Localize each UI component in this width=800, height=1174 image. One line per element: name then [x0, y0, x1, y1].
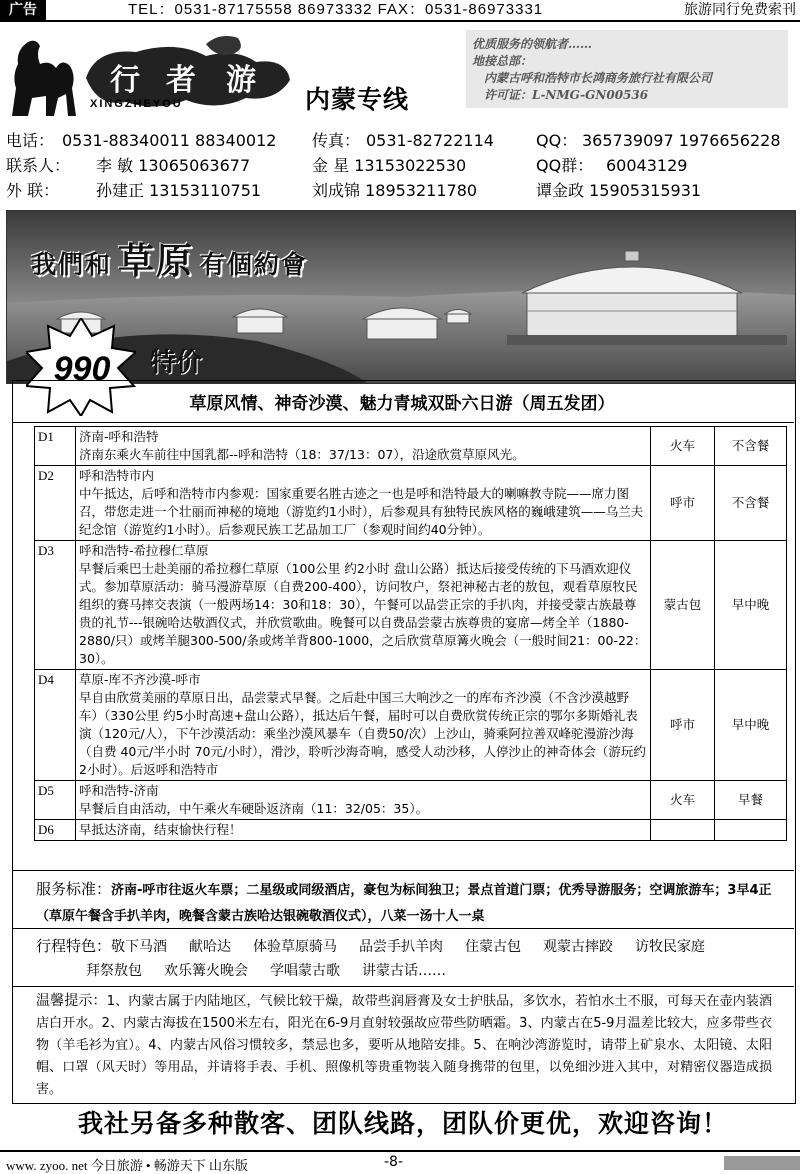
feature-item: 欢乐篝火晚会 — [164, 963, 248, 979]
features-label: 行程特色： — [36, 937, 112, 955]
day-route: 呼和浩特-济南 — [79, 783, 159, 798]
itinerary-table — [34, 426, 787, 841]
day-number: D3 — [35, 541, 76, 670]
phone-label: 电话： — [6, 131, 55, 150]
fax-label: 传真： — [312, 131, 361, 150]
agency-info-box — [466, 30, 788, 108]
day-meals: 不含餐 — [715, 427, 787, 466]
footer-bar — [724, 1156, 800, 1170]
feature-item: 学唱蒙古歌 — [270, 963, 340, 979]
feature-item: 体验草原骑马 — [253, 939, 338, 955]
feature-item: 住蒙古包 — [465, 939, 522, 955]
feature-item: 观蒙古摔跤 — [543, 939, 614, 955]
day-detail: 中午抵达，后呼和浩特市内参观：国家重要名胜古迹之一也是呼和浩特最大的喇嘛教寺院——席力图召，带您走进一个壮丽而神秘的境地（游览约1小时），后参观具有独特民族风格的巍峨建筑——乌兰夫纪念馆（游览约1小时）。后参观民族工艺品加工厂（参观时间约40分钟）。 — [79, 486, 644, 537]
day-route: 呼和浩特市内 — [79, 468, 155, 483]
itinerary-row — [35, 820, 787, 841]
day-accommodation: 蒙古包 — [651, 541, 715, 670]
agency-hq-label: 地接总部： — [472, 54, 533, 68]
logo-caption: XINGZHEYOU — [90, 98, 183, 110]
day-number: D4 — [35, 670, 76, 781]
day-detail: 济南东乘火车前往中国乳都--呼和浩特（18：37/13：07），沿途欣赏草原风光。 — [79, 447, 525, 462]
day-number: D5 — [35, 781, 76, 820]
tips-text: 1、内蒙古属于内陆地区，气候比较干燥，故带些润唇膏及女士护肤品，多饮水，若怕水土不服，可每天在壶内装酒店白开水。2、内蒙古海拔在1500米左右，阳光在6-9月直射较强故应带些防晒霜。3、内蒙古在5-9月温差比较大，应多带些衣物（羊毛衫为宜）。4、内蒙古风俗习惯较多，禁忌也多，要听从地陪安排。5、在响沙湾游览时，请带上矿泉水、太阳镜、太阳帽、口罩（风天时）等用品，并请将手表、手机、照像机等贵重物装入随身携带的包里，以免细沙进入其中，对精密仪器造成损害。 — [36, 994, 772, 1097]
service-text: 济南-呼市往返火车票；二星级或同级酒店，豪包为标间独卫；景点首道门票；优秀导游服务；空调旅游车；3早4正（草原午餐含手扒羊肉，晚餐含蒙古族哈达银碗敬酒仪式），八菜一汤十人一桌 — [36, 883, 772, 924]
feature-item: 品尝手扒羊肉 — [359, 939, 444, 955]
day-route: 呼和浩特-希拉穆仁草原 — [79, 543, 209, 558]
day-meals: 不含餐 — [715, 466, 787, 541]
route-subtitle: 内蒙专线 — [305, 85, 410, 114]
contact-person-2: 金 星 13153022530 — [312, 156, 467, 175]
feature-item: 拜祭敖包 — [86, 963, 142, 979]
features-list — [36, 939, 727, 979]
liaison-person-3: 谭金政 15905315931 — [536, 181, 702, 200]
day-number: D2 — [35, 466, 76, 541]
day-description — [76, 820, 651, 841]
banner-slogan — [31, 233, 308, 284]
day-accommodation — [651, 820, 715, 841]
fax-number: 0531-82722114 — [366, 131, 494, 150]
top-bar — [0, 0, 800, 22]
qq-numbers: 365739097 1976656228 — [582, 131, 781, 150]
itinerary-row — [35, 781, 787, 820]
liaison-person-2: 刘成锦 18953211780 — [312, 181, 478, 200]
itinerary-row — [35, 670, 787, 781]
trip-features — [36, 934, 776, 983]
logo-char-2: 者 — [166, 63, 196, 98]
day-accommodation: 火车 — [651, 427, 715, 466]
title-divider — [12, 422, 794, 423]
day-description — [76, 670, 651, 781]
service-label: 服务标准： — [36, 880, 112, 898]
itinerary-row — [35, 541, 787, 670]
banner-text-big: 草原 — [118, 241, 195, 282]
itinerary-title: 草原风情、神奇沙漠、魅力青城双卧六日游（周五发团） — [189, 394, 615, 414]
logo-char-3: 游 — [226, 63, 256, 98]
service-standard — [36, 876, 776, 930]
feature-item: 访牧民家庭 — [635, 939, 706, 955]
footer-site-text: www. zyoo. net 今日旅游 • 畅游天下 山东版 — [6, 1158, 249, 1173]
day-meals — [715, 820, 787, 841]
itinerary-row — [35, 466, 787, 541]
contact-person-1: 李 敏 13065063677 — [96, 156, 251, 175]
logo-char-1: 行 — [110, 63, 140, 98]
day-detail: 早餐后乘巴士赴美丽的希拉穆仁草原（100公里 约2小时 盘山公路）抵达后接受传统的下马酒欢迎仪式。参加草原活动：骑马漫游草原（自费200-400），访问牧户，祭祀神秘古老的敖包，观看草原牧民组织的赛马摔交表演（一般两场14：30和18：30），午餐可以品尝正宗的手扒肉，并接受蒙古族最尊贵的礼节---银碗哈达敬酒仪式，并欣赏歌曲。晚餐可以自费品尝蒙古族尊贵的宴席—烤全羊（1880-2880/只）或烤羊腿300-500/条或烤羊背800-1000，之后欣赏草原篝火晚会（一般时间21：00-22：30）。 — [79, 561, 647, 666]
day-description — [76, 541, 651, 670]
feature-item: 讲蒙古话…… — [362, 963, 446, 979]
contact-person-label: 联系人： — [6, 156, 71, 175]
qq-label: QQ： — [536, 131, 578, 150]
day-accommodation: 呼市 — [651, 670, 715, 781]
feature-item: 敬下马酒 — [111, 939, 168, 955]
tips-divider — [12, 986, 794, 987]
liaison-person-1: 孙建正 13153110751 — [96, 181, 262, 200]
qq-group-number: 60043129 — [606, 156, 688, 175]
day-description — [76, 781, 651, 820]
day-number: D6 — [35, 820, 76, 841]
phone-numbers: 0531-88340011 88340012 — [62, 131, 277, 150]
qq-group-label: QQ群： — [536, 156, 594, 175]
header-right-text: 旅游同行免费索刊 — [684, 2, 796, 18]
features-divider — [12, 928, 794, 929]
day-description — [76, 466, 651, 541]
day-accommodation: 呼市 — [651, 466, 715, 541]
ad-tag: 广告 — [0, 0, 46, 20]
page-footer — [0, 1150, 800, 1174]
day-detail: 早自由欣赏美丽的草原日出，品尝蒙式早餐。之后赴中国三大响沙之一的库布齐沙漠（不含沙漠越野车）（330公里 约5小时高速+盘山公路），抵达后午餐，届时可以自费欣赏传统正宗的鄂尔多斯婚礼表演（120元/人），下午沙漠活动：乘坐沙漠风暴车（自费50/次）上沙山，骑乘阿拉善双峰驼漫游沙海（自费 40元/半小时 70元/小时），滑沙，聆听沙海奇响，感受人动沙移，人停沙止的神奇体会（游玩约2小时）。后返呼和浩特市 — [79, 690, 646, 777]
header-contact-line: TEL：0531-87175558 86973332 FAX：0531-86973331 — [128, 1, 544, 18]
day-route: 草原-库不齐沙漠-呼市 — [79, 672, 201, 687]
day-description — [76, 427, 651, 466]
agency-slogan: 优质服务的领航者…… — [472, 37, 593, 51]
page-number: -8- — [384, 1154, 404, 1170]
service-divider — [12, 870, 794, 871]
banner-text-pre: 我們和 — [31, 250, 113, 279]
day-meals: 早餐 — [715, 781, 787, 820]
day-accommodation: 火车 — [651, 781, 715, 820]
liaison-label: 外 联： — [6, 181, 60, 200]
travel-tips — [36, 990, 772, 1101]
day-number: D1 — [35, 427, 76, 466]
tips-label: 温馨提示： — [36, 993, 107, 1009]
day-detail: 早餐后自由活动，中午乘火车硬卧返济南（11：32/05：35）。 — [79, 801, 429, 816]
price-value: 990 — [53, 350, 111, 388]
price-label: 特价 — [150, 348, 203, 378]
day-route: 济南-呼和浩特 — [79, 429, 159, 444]
agency-name: 内蒙古呼和浩特市长鸿商务旅行社有限公司 — [484, 71, 713, 85]
itinerary-row — [35, 427, 787, 466]
day-meals: 早中晚 — [715, 541, 787, 670]
agency-license: 许可证：L-NMG-GN00536 — [484, 88, 649, 102]
brand-logo — [6, 28, 296, 124]
agency-slogan-footer: 我社另备多种散客、团队线路，团队价更优，欢迎咨询！ — [77, 1109, 728, 1138]
day-meals: 早中晚 — [715, 670, 787, 781]
camel-icon — [12, 41, 76, 116]
feature-item: 献哈达 — [189, 939, 232, 955]
banner-text-post: 有個約會 — [200, 250, 309, 279]
day-detail: 早抵达济南，结束愉快行程！ — [79, 822, 242, 837]
